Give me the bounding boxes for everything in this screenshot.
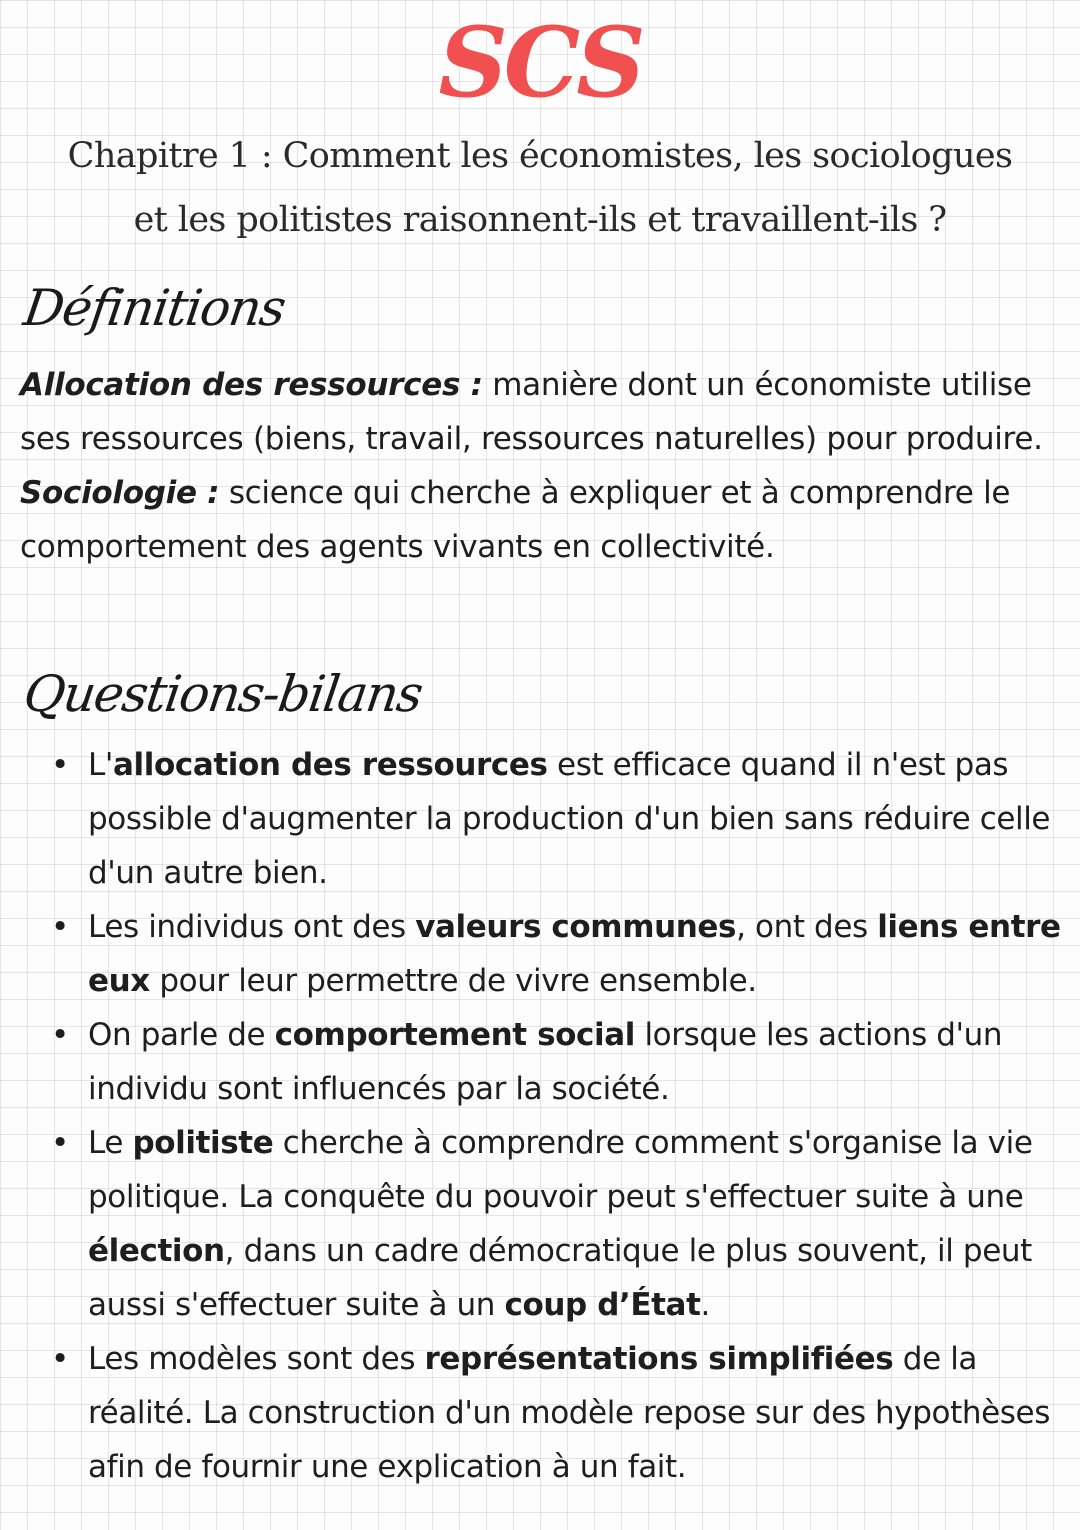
item-text: L' xyxy=(88,747,113,783)
chapter-title-line-2: et les politistes raisonnent-ils et travaillent-ils ? xyxy=(133,200,947,240)
item-text: pour leur permettre de vivre ensemble. xyxy=(149,963,757,999)
questions-heading: Questions-bilans xyxy=(20,665,426,723)
list-item xyxy=(48,1116,1073,1332)
item-bold-text: représentations simplifiées xyxy=(424,1341,894,1377)
list-item xyxy=(48,738,1073,900)
item-text: Les individus ont des xyxy=(88,909,416,945)
item-text: , ont des xyxy=(736,909,878,945)
item-text: On parle de xyxy=(88,1017,275,1053)
item-bold-text: politiste xyxy=(132,1125,274,1161)
list-item xyxy=(48,1332,1073,1494)
item-bold-text: valeurs communes xyxy=(415,909,737,945)
item-text: . xyxy=(700,1287,710,1323)
definitions-section xyxy=(20,358,1070,574)
item-text: Les modèles sont des xyxy=(88,1341,425,1377)
item-text: , dans un cadre démocratique le plus souvent, il peut aussi s'effectuer suite à un xyxy=(88,1233,1032,1323)
list-item xyxy=(48,900,1073,1008)
item-text: est efficace quand il n'est pas possible d'augmenter la production d'un bien sans réduire celle d'un autre bien. xyxy=(88,747,1051,891)
definitions-heading: Définitions xyxy=(20,279,289,337)
bullet-icon: • xyxy=(51,1341,69,1377)
item-bold-text: comportement social xyxy=(274,1017,635,1053)
item-text: de la réalité. La construction d'un modèle repose sur des hypothèses afin de fournir une explication à un fait. xyxy=(88,1341,1050,1485)
definition-term: Sociologie : xyxy=(20,475,220,511)
item-bold-text: allocation des ressources xyxy=(113,747,548,783)
list-item xyxy=(48,1008,1073,1116)
bullet-icon: • xyxy=(51,1125,69,1161)
item-text: Le xyxy=(88,1125,133,1161)
definition-text: manière dont un économiste utilise ses ressources (biens, travail, ressources naturelles) pour produire. xyxy=(20,367,1043,457)
item-bold-text: coup d’État xyxy=(504,1287,701,1323)
item-bold-text: liens entre eux xyxy=(88,909,1061,999)
definition-term: Allocation des ressources : xyxy=(20,367,483,403)
definition-item xyxy=(20,358,1070,466)
bullet-icon: • xyxy=(51,747,69,783)
definition-text: science qui cherche à expliquer et à comprendre le comportement des agents vivants en collectivité. xyxy=(20,475,1011,565)
scs-logo: SCS xyxy=(438,6,642,119)
bullet-icon: • xyxy=(51,909,69,945)
chapter-title xyxy=(0,124,1080,252)
chapter-title-line-1: Chapitre 1 : Comment les économistes, les sociologues xyxy=(67,136,1013,176)
item-text: lorsque les actions d'un individu sont influencés par la société. xyxy=(88,1017,1003,1107)
item-bold-text: élection xyxy=(88,1233,225,1269)
bullet-icon: • xyxy=(51,1017,69,1053)
definition-item xyxy=(20,466,1070,574)
item-text: cherche à comprendre comment s'organise la vie politique. La conquête du pouvoir peut s'effectuer suite à une xyxy=(88,1125,1033,1215)
questions-list xyxy=(48,738,1073,1494)
